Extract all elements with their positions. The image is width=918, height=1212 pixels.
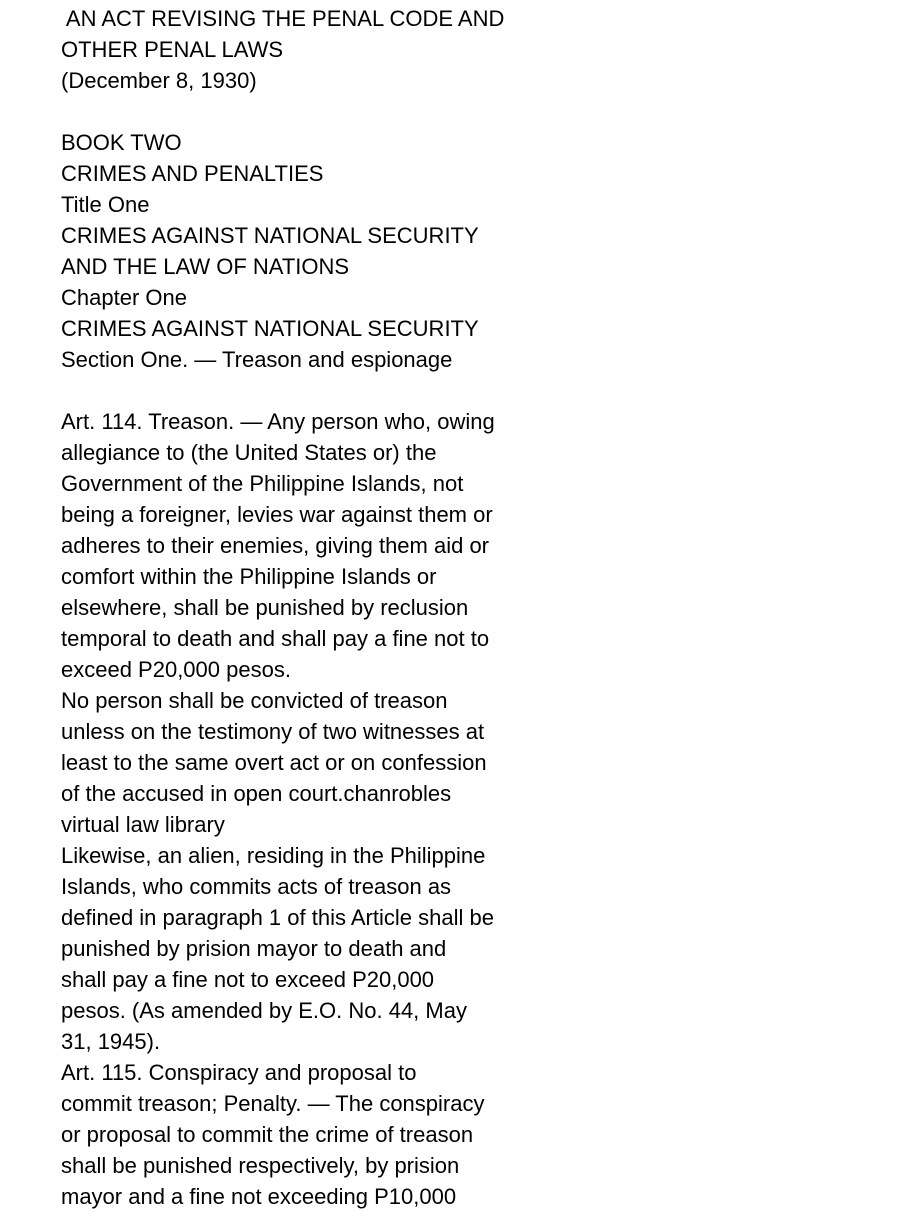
body-line: Islands, who commits acts of treason as bbox=[61, 874, 452, 899]
body-line: least to the same overt act or on confession bbox=[61, 750, 487, 775]
body-line: mayor and a fine not exceeding P10,000 bbox=[61, 1184, 457, 1209]
body-line: comfort within the Philippine Islands or bbox=[61, 564, 437, 589]
body-line: unless on the testimony of two witnesses at bbox=[61, 719, 485, 744]
blank-line bbox=[61, 96, 561, 127]
body-line: Art. 115. Conspiracy and proposal to bbox=[61, 1060, 417, 1085]
blank-line bbox=[61, 375, 561, 406]
section-heading: Section One. — Treason and espionage bbox=[61, 347, 453, 372]
headings-block bbox=[61, 127, 561, 375]
book-title: CRIMES AND PENALTIES bbox=[61, 161, 324, 186]
title-heading: Title One bbox=[61, 192, 150, 217]
body-line: virtual law library bbox=[61, 812, 225, 837]
chapter-heading: Chapter One bbox=[61, 285, 187, 310]
book-heading: BOOK TWO bbox=[61, 130, 182, 155]
body-line: of the accused in open court.chanrobles bbox=[61, 781, 452, 806]
body-line: shall be punished respectively, by prision bbox=[61, 1153, 460, 1178]
body-line: elsewhere, shall be punished by reclusion bbox=[61, 595, 469, 620]
body-line: exceed P20,000 pesos. bbox=[61, 657, 291, 682]
body-line: shall pay a fine not to exceed P20,000 bbox=[61, 967, 435, 992]
body-line: defined in paragraph 1 of this Article shall be bbox=[61, 905, 494, 930]
body-line: temporal to death and shall pay a fine not to bbox=[61, 626, 490, 651]
act-title-line-2: OTHER PENAL LAWS bbox=[61, 37, 284, 62]
document-page bbox=[61, 3, 561, 1212]
title-name-line-2: AND THE LAW OF NATIONS bbox=[61, 254, 350, 279]
body-line: 31, 1945). bbox=[61, 1029, 161, 1054]
body-line: being a foreigner, levies war against them or bbox=[61, 502, 493, 527]
body-line: Government of the Philippine Islands, not bbox=[61, 471, 464, 496]
body-line: Art. 114. Treason. — Any person who, owing bbox=[61, 409, 495, 434]
act-title-line-1: AN ACT REVISING THE PENAL CODE AND bbox=[61, 6, 505, 31]
body-line: Likewise, an alien, residing in the Philippine bbox=[61, 843, 486, 868]
body-text bbox=[61, 406, 561, 1212]
body-line: pesos. (As amended by E.O. No. 44, May bbox=[61, 998, 467, 1023]
body-line: commit treason; Penalty. — The conspiracy bbox=[61, 1091, 485, 1116]
body-line: No person shall be convicted of treason bbox=[61, 688, 448, 713]
body-line: allegiance to (the United States or) the bbox=[61, 440, 437, 465]
chapter-name: CRIMES AGAINST NATIONAL SECURITY bbox=[61, 316, 479, 341]
body-line: punished by prision mayor to death and bbox=[61, 936, 447, 961]
body-line: adheres to their enemies, giving them aid or bbox=[61, 533, 490, 558]
act-date: (December 8, 1930) bbox=[61, 68, 257, 93]
title-name-line-1: CRIMES AGAINST NATIONAL SECURITY bbox=[61, 223, 479, 248]
act-header bbox=[61, 3, 561, 96]
body-line: or proposal to commit the crime of treason bbox=[61, 1122, 474, 1147]
